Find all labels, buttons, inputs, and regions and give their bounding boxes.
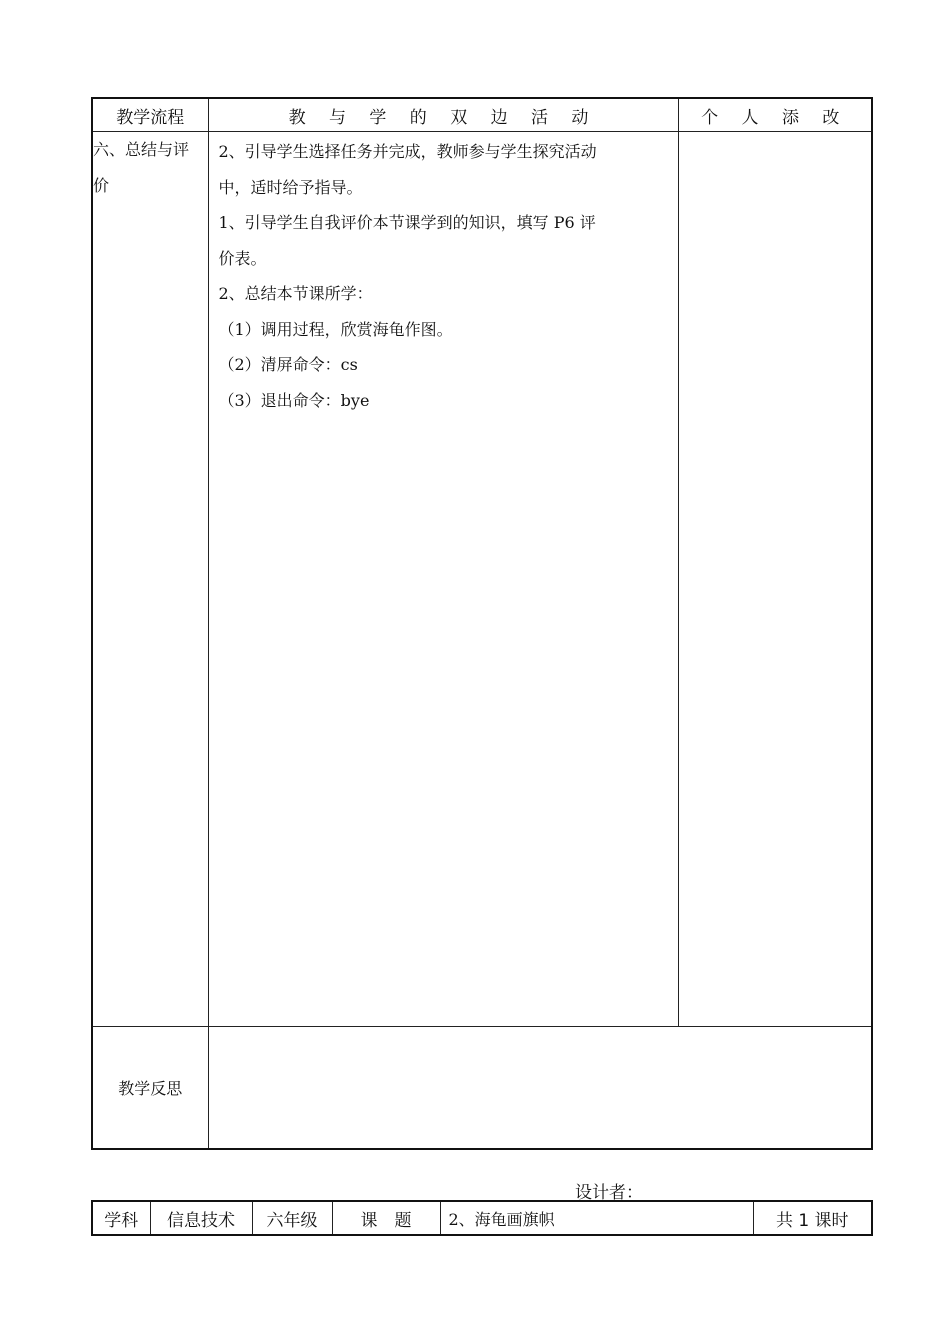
activity-line: 中，适时给予指导。 [218,177,363,197]
subject-label: 学科 [92,1201,150,1235]
header-process: 教学流程 [92,98,208,132]
course-info-row [92,1201,872,1235]
activity-line: （3）退出命令：bye [218,390,370,410]
reflection-content-cell[interactable] [208,1027,872,1150]
grade-value: 六年级 [252,1201,332,1235]
activity-line: 1、引导学生自我评价本节课学到的知识，填写 P6 评 [218,213,596,232]
activities-cell [208,132,678,1027]
reflection-row [92,1027,872,1150]
lesson-plan-table [91,97,873,1150]
topic-value: 2、海龟画旗帜 [440,1201,753,1235]
header-activities: 教 与 学 的 双 边 活 动 [208,98,678,132]
topic-label: 课 题 [332,1201,440,1235]
activity-row [92,132,872,1027]
designer-label: 设计者： [575,1183,643,1203]
process-step-line-1: 六、总结与评 [93,140,190,159]
notes-cell[interactable] [678,132,872,1027]
course-info-table [91,1200,873,1236]
process-step-cell [92,132,208,1027]
activity-line: （1）调用过程，欣赏海龟作图。 [218,319,453,339]
activity-line: （2）清屏命令：cs [218,355,358,374]
activity-line: 2、引导学生选择任务并完成，教师参与学生探究活动 [218,142,597,161]
activity-line: 2、总结本节课所学： [218,284,373,303]
header-row [92,98,872,132]
reflection-label: 教学反思 [92,1027,208,1150]
periods-value: 共 1 课时 [753,1201,872,1235]
process-step-line-2: 价 [93,176,110,195]
activity-line: 价表。 [218,248,267,268]
header-notes: 个 人 添 改 [678,98,872,132]
subject-value: 信息技术 [150,1201,252,1235]
